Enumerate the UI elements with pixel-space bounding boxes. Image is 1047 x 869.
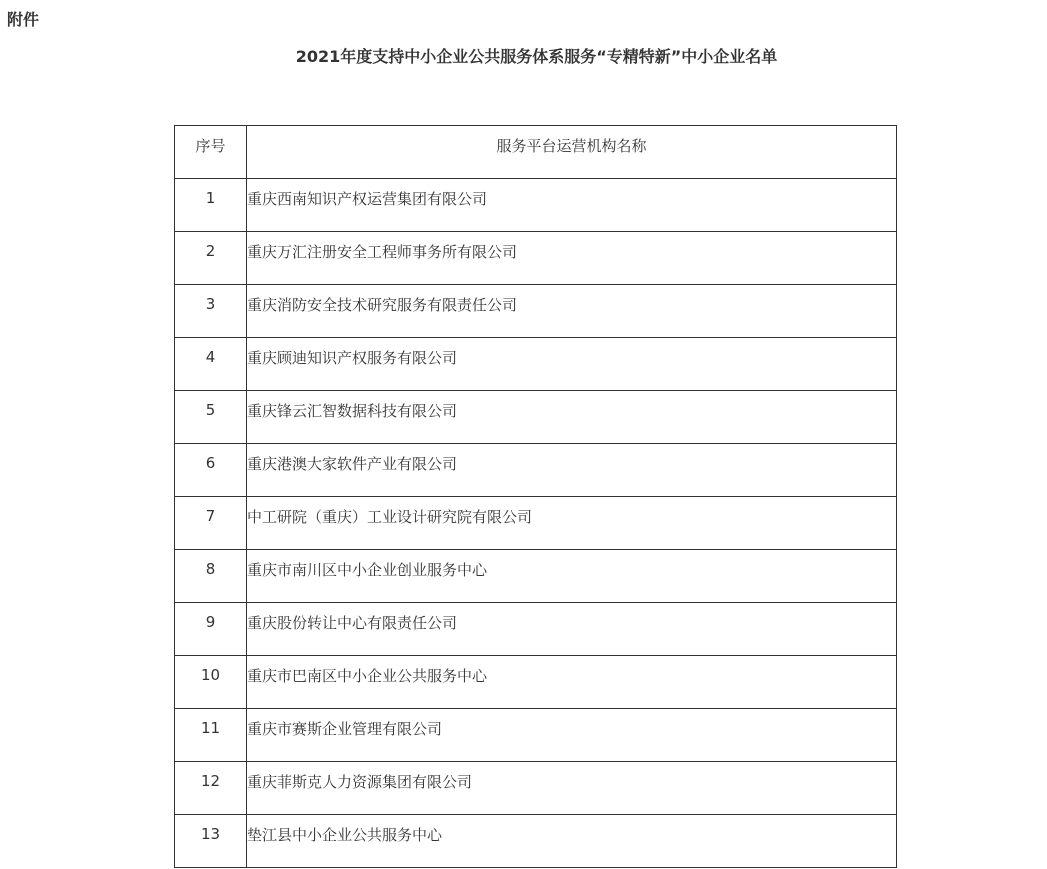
organization-name: 重庆锋云汇智数据科技有限公司 [247, 391, 897, 444]
row-number: 5 [175, 391, 247, 444]
row-number: 2 [175, 232, 247, 285]
organization-name: 重庆港澳大家软件产业有限公司 [247, 444, 897, 497]
organization-name: 垫江县中小企业公共服务中心 [247, 815, 897, 868]
organization-name: 重庆市巴南区中小企业公共服务中心 [247, 656, 897, 709]
table-row [175, 391, 897, 444]
table-row [175, 815, 897, 868]
table-row [175, 179, 897, 232]
row-number: 7 [175, 497, 247, 550]
table-row [175, 709, 897, 762]
row-number: 3 [175, 285, 247, 338]
row-number: 13 [175, 815, 247, 868]
organization-name: 重庆万汇注册安全工程师事务所有限公司 [247, 232, 897, 285]
table-header-row [175, 126, 897, 179]
organization-name: 重庆菲斯克人力资源集团有限公司 [247, 762, 897, 815]
row-number: 1 [175, 179, 247, 232]
table-row [175, 762, 897, 815]
table-row [175, 338, 897, 391]
organization-name: 重庆股份转让中心有限责任公司 [247, 603, 897, 656]
table-row [175, 656, 897, 709]
row-number: 11 [175, 709, 247, 762]
table-row [175, 444, 897, 497]
table-row [175, 497, 897, 550]
organization-name: 重庆市赛斯企业管理有限公司 [247, 709, 897, 762]
document-title: 2021年度支持中小企业公共服务体系服务“专精特新”中小企业名单 [295, 47, 778, 66]
row-number: 4 [175, 338, 247, 391]
attachment-label: 附件 [7, 10, 40, 29]
row-number: 6 [175, 444, 247, 497]
table-row [175, 603, 897, 656]
table-row [175, 285, 897, 338]
row-number: 12 [175, 762, 247, 815]
row-number: 8 [175, 550, 247, 603]
header-serial-number: 序号 [175, 126, 247, 179]
organization-name: 重庆市南川区中小企业创业服务中心 [247, 550, 897, 603]
row-number: 10 [175, 656, 247, 709]
organization-name: 重庆消防安全技术研究服务有限责任公司 [247, 285, 897, 338]
row-number: 9 [175, 603, 247, 656]
organization-name: 重庆顾迪知识产权服务有限公司 [247, 338, 897, 391]
enterprise-list-table [174, 125, 897, 868]
organization-name: 中工研院（重庆）工业设计研究院有限公司 [247, 497, 897, 550]
table-row [175, 232, 897, 285]
organization-name: 重庆西南知识产权运营集团有限公司 [247, 179, 897, 232]
header-organization-name: 服务平台运营机构名称 [247, 126, 897, 179]
table-row [175, 550, 897, 603]
